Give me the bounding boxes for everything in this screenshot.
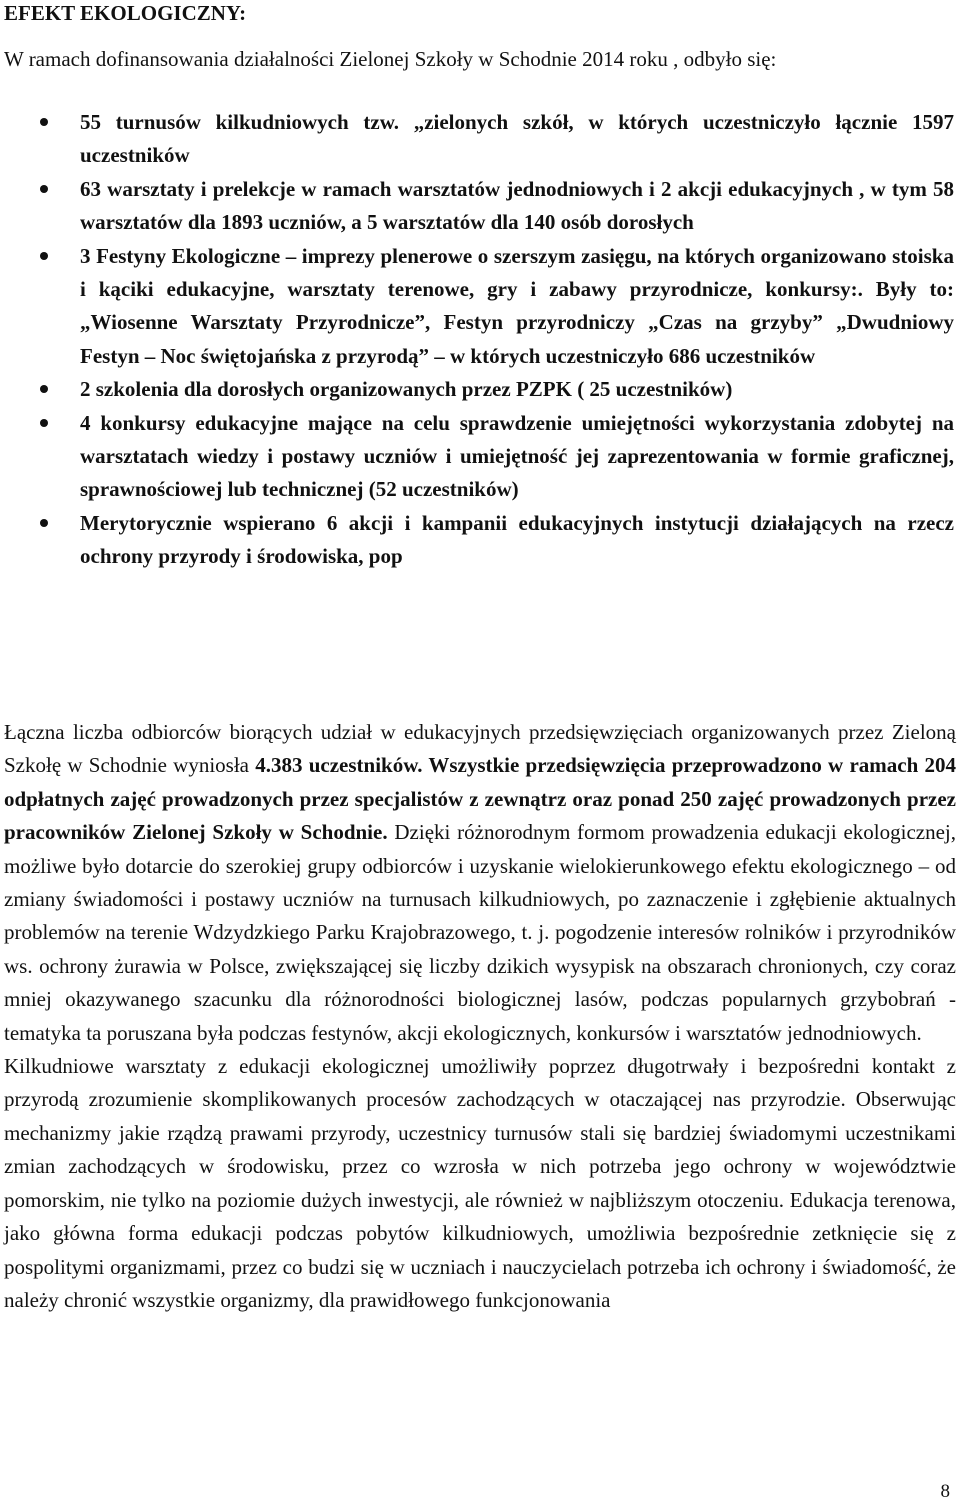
- bullet-icon: [40, 118, 48, 126]
- list-item-text: 4 konkursy edukacyjne mające na celu sprawdzenie umiejętności wykorzystania zdobytej na warsztatach wiedzy i postawy uczniów i umiejętność jej zaprezentowania w formie graficznej, sprawnościowej lub technicznej (52 uczestników): [80, 410, 954, 502]
- page-number: 8: [940, 1481, 950, 1502]
- list-item-text: 3 Festyny Ekologiczne – imprezy plenerowe o szerszym zasięgu, na których organizowano stoiska i kąciki edukacyjne, warsztaty terenowe, gry i zabawy przyrodnicze, konkursy:. Były to: „Wiosenne Warsztaty Przyrodnicze”, Festyn przyrodniczy „Czas na grzyby” „Dwudniowy Festyn – Noc świętojańska z przyrodą” – w których uczestniczyło 686 uczestników: [80, 243, 954, 368]
- list-item-text: 55 turnusów kilkudniowych tzw. „zielonych szkół, w których uczestniczyło łącznie 1597 uczestników: [80, 110, 954, 168]
- list-item: [0, 407, 960, 507]
- summary-text-bold: 4.383 uczestników. Wszystkie przedsięwzięcia przeprowadzono w ramach 204 odpłatnych zajęć prowadzonych przez specjalistów z zewnątrz oraz ponad 250 zajęć prowadzonych przez pracowników Zielonej Szkoły w Schodnie.: [4, 753, 956, 845]
- workshops-paragraph: Kilkudniowe warsztaty z edukacji ekologicznej umożliwiły poprzez długotrwały i bezpośredni kontakt z przyrodą zrozumienie skomplikowanych procesów zachodzących w otaczającej nas przyrodzie. Obserwując mechanizmy jakie rządzą prawami przyrody, uczestnicy turnusów stali się bardziej świadomymi uczestnikami zmian zachodzących w środowisku, przez co wzrosła w nich potrzeba jego ochrony w województwie pomorskim, nie tylko na poziomie dużych inwestycji, ale również w najbliższym otoczeniu. Edukacja terenowa, jako główna forma edukacji podczas pobytów kilkudniowych, umożliwia bezpośrednie zetknięcie się z pospolitymi organizmami, przez co budzi się w uczniach i nauczycielach potrzeba ich ochrony i świadomość, że należy chronić wszystkie organizmy, dla prawidłowego funkcjonowania: [4, 1054, 956, 1312]
- list-item-text: Merytorycznie wspierano 6 akcji i kampanii edukacyjnych instytucji działających na rzecz ochrony przyrody i środowiska, pop: [80, 510, 954, 569]
- bullet-icon: [40, 385, 48, 393]
- summary-paragraph: [4, 716, 956, 1050]
- intro-text: W ramach dofinansowania działalności Zielonej Szkoły w Schodnie 2014 roku , odbyło się:: [4, 47, 777, 71]
- summary-text-end: Dzięki różnorodnym formom prowadzenia edukacji ekologicznej, możliwe było dotarcie do szerokiej grupy odbiorców i uzyskanie wielokierunkowego efektu ekologicznego – od zmiany świadomości i postawy uczniów na turnusach kilkudniowych, po zaznaczenie i zgłębienie aktualnych problemów na terenie Wdzydzkiego Parku Krajobrazowego, t. j. pogodzenie interesów rolników i przyrodników ws. ochrony żurawia w Polsce, zwiększającej się liczby dzikich wysypisk na obszarach chronionych, czy coraz mniej okazywanego szacunku dla różnorodności biologicznej lasów, podczas popularnych grzybobrań - tematyka ta poruszana była podczas festynów, akcji ekologicznych, konkursów i warsztatów jednodniowych.: [4, 820, 956, 1045]
- body-text: [4, 716, 956, 1317]
- list-item-text: 63 warsztaty i prelekcje w ramach warsztatów jednodniowych i 2 akcji edukacyjnych , w tym 58 warsztatów dla 1893 uczniów, a 5 warsztatów dla 140 osób dorosłych: [80, 176, 954, 235]
- list-item: [0, 373, 960, 406]
- list-item: [0, 507, 960, 574]
- list-item: [0, 173, 960, 240]
- list-item: [0, 240, 960, 374]
- section-title: EFEKT EKOLOGICZNY:: [4, 1, 247, 25]
- bullet-list: [0, 106, 960, 574]
- bullet-icon: [40, 519, 48, 527]
- list-item-text: 2 szkolenia dla dorosłych organizowanych przez PZPK ( 25 uczestników): [80, 377, 733, 402]
- bullet-icon: [40, 185, 48, 193]
- summary-text-start: Łączna liczba odbiorców biorących udział w edukacyjnych przedsięwzięciach organizowanych przez Zieloną Szkołę w Schodnie wyniosła: [4, 720, 956, 778]
- bullet-icon: [40, 252, 48, 260]
- bullet-icon: [40, 419, 48, 427]
- list-item: [0, 106, 960, 173]
